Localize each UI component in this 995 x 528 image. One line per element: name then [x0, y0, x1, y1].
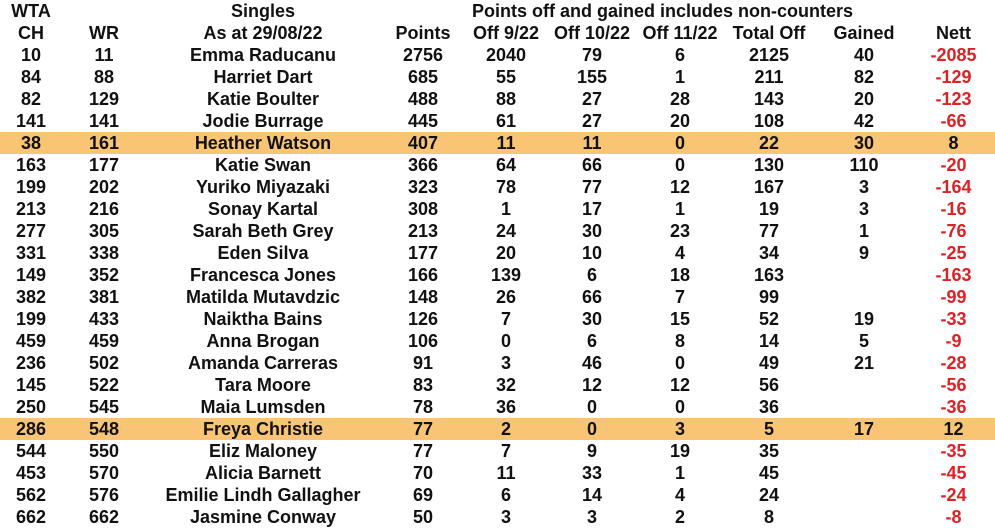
cell-off-9-22: 2 [466, 418, 546, 440]
cell-total-off: 52 [758, 309, 780, 329]
cell-points: 77 [412, 441, 434, 461]
table-row [0, 484, 995, 506]
cell-nett: -76 [940, 221, 967, 241]
cell-gained [816, 506, 912, 528]
cell-off-10-22: 11 [546, 132, 638, 154]
cell-total-off: 45 [758, 463, 780, 483]
cell-ch: 199 [15, 309, 47, 329]
cell-ch: 453 [15, 463, 47, 483]
cell-wr: 129 [88, 89, 120, 109]
cell-wr: 338 [88, 243, 120, 263]
table-row [0, 308, 995, 330]
table-row [0, 396, 995, 418]
cell-off-10-22: 9 [586, 441, 597, 461]
cell-total-off: 5 [722, 418, 816, 440]
cell-player: Emilie Lindh Gallagher [165, 485, 361, 505]
cell-points: 445 [407, 111, 439, 131]
cell-off-9-22: 78 [495, 177, 517, 197]
cell-off-9-22: 61 [495, 111, 517, 131]
cell-player: Eliz Maloney [208, 441, 318, 461]
cell-nett: -9 [945, 331, 962, 351]
cell-gained: 3 [858, 199, 869, 219]
cell-off-11-22: 0 [638, 132, 722, 154]
cell-ch: 331 [15, 243, 47, 263]
cell-nett: -33 [940, 309, 967, 329]
cell-gained: 17 [816, 418, 912, 440]
cell-off-9-22: 3 [500, 353, 511, 373]
cell-nett: -99 [940, 287, 967, 307]
cell-wr: 161 [62, 132, 146, 154]
cell-wr: 576 [88, 485, 120, 505]
title-spacer-2 [380, 0, 466, 22]
cell-total-off: 49 [758, 353, 780, 373]
cell-off-10-22: 6 [586, 265, 597, 285]
cell-nett: -45 [940, 463, 967, 483]
cell-nett: -2085 [930, 45, 977, 65]
cell-gained: 5 [858, 331, 869, 351]
cell-nett: -24 [940, 485, 967, 505]
cell-off-9-22: 2040 [485, 45, 527, 65]
cell-points: 685 [407, 67, 439, 87]
cell-off-10-22: 66 [581, 287, 603, 307]
cell-off-10-22: 27 [581, 89, 603, 109]
cell-off-11-22: 20 [669, 111, 691, 131]
cell-off-9-22: 3 [500, 507, 511, 527]
cell-wr: 88 [93, 67, 115, 87]
cell-off-10-22: 155 [576, 67, 608, 87]
cell-total-off: 22 [722, 132, 816, 154]
cell-ch: 277 [15, 221, 47, 241]
cell-off-11-22: 2 [674, 507, 685, 527]
cell-points: 83 [412, 375, 434, 395]
cell-off-10-22: 27 [581, 111, 603, 131]
cell-player: Naiktha Bains [203, 309, 323, 329]
cell-points: 106 [407, 331, 439, 351]
table-body [0, 44, 995, 528]
cell-off-9-22: 7 [500, 309, 511, 329]
cell-off-11-22: 23 [669, 221, 691, 241]
cell-nett: -163 [935, 265, 972, 285]
cell-player: Francesca Jones [189, 265, 337, 285]
cell-gained: 21 [853, 353, 875, 373]
cell-off-11-22: 4 [674, 243, 685, 263]
column-header-total-off: Total Off [732, 23, 806, 43]
cell-ch: 382 [15, 287, 47, 307]
cell-ch: 149 [15, 265, 47, 285]
cell-off-10-22: 10 [581, 243, 603, 263]
table-row [0, 506, 995, 528]
cell-ch: 145 [15, 375, 47, 395]
cell-gained [816, 396, 912, 418]
cell-gained: 42 [853, 111, 875, 131]
cell-off-11-22: 1 [674, 463, 685, 483]
table-row [0, 462, 995, 484]
cell-gained [816, 484, 912, 506]
cell-player: Freya Christie [146, 418, 380, 440]
cell-nett: -16 [940, 199, 967, 219]
cell-off-10-22: 12 [581, 375, 603, 395]
cell-ch: 662 [15, 507, 47, 527]
cell-off-9-22: 20 [495, 243, 517, 263]
cell-wr: 141 [88, 111, 120, 131]
cell-off-9-22: 24 [495, 221, 517, 241]
cell-player: Eden Silva [217, 243, 309, 263]
cell-nett: -129 [935, 67, 972, 87]
cell-nett: -35 [940, 441, 967, 461]
cell-nett: -28 [940, 353, 967, 373]
cell-wr: 177 [88, 155, 120, 175]
cell-total-off: 77 [758, 221, 780, 241]
cell-ch: 84 [20, 67, 42, 87]
cell-total-off: 14 [758, 331, 780, 351]
column-header-as-at-date: As at 29/08/22 [203, 23, 323, 43]
cell-gained: 1 [858, 221, 869, 241]
cell-player: Maia Lumsden [200, 397, 326, 417]
cell-points: 2756 [402, 45, 444, 65]
cell-gained: 20 [853, 89, 875, 109]
title-row [0, 0, 995, 22]
cell-points: 69 [412, 485, 434, 505]
cell-off-10-22: 14 [581, 485, 603, 505]
cell-off-9-22: 6 [500, 485, 511, 505]
cell-points: 50 [412, 507, 434, 527]
cell-gained [816, 462, 912, 484]
cell-off-11-22: 4 [674, 485, 685, 505]
cell-off-9-22: 11 [466, 132, 546, 154]
cell-total-off: 36 [758, 397, 780, 417]
cell-total-off: 8 [763, 507, 774, 527]
cell-off-10-22: 46 [581, 353, 603, 373]
table-row [0, 88, 995, 110]
cell-player: Harriet Dart [213, 67, 313, 87]
cell-off-11-22: 12 [669, 375, 691, 395]
column-header-wr: WR [89, 23, 119, 43]
cell-ch: 250 [15, 397, 47, 417]
cell-off-10-22: 3 [586, 507, 597, 527]
cell-wr: 522 [88, 375, 120, 395]
cell-ch: 544 [15, 441, 47, 461]
column-header-ch: CH [18, 23, 44, 43]
cell-off-10-22: 33 [581, 463, 603, 483]
table-row [0, 330, 995, 352]
cell-total-off: 35 [758, 441, 780, 461]
cell-nett: -66 [940, 111, 967, 131]
cell-points: 488 [407, 89, 439, 109]
cell-off-10-22: 17 [581, 199, 603, 219]
cell-wr: 545 [88, 397, 120, 417]
cell-ch: 236 [15, 353, 47, 373]
cell-ch: 10 [20, 45, 42, 65]
cell-total-off: 143 [753, 89, 785, 109]
cell-gained [816, 440, 912, 462]
cell-player: Emma Raducanu [189, 45, 337, 65]
column-header-nett: Nett [936, 23, 971, 43]
cell-ch: 199 [15, 177, 47, 197]
cell-off-10-22: 30 [581, 221, 603, 241]
cell-total-off: 130 [753, 155, 785, 175]
cell-ch: 459 [15, 331, 47, 351]
cell-off-10-22: 66 [581, 155, 603, 175]
cell-gained: 30 [816, 132, 912, 154]
cell-points: 91 [412, 353, 434, 373]
title-wta: WTA [11, 1, 51, 21]
cell-gained: 3 [858, 177, 869, 197]
cell-player: Jodie Burrage [202, 111, 324, 131]
cell-ch: 82 [20, 89, 42, 109]
cell-off-10-22: 0 [586, 397, 597, 417]
cell-off-10-22: 77 [581, 177, 603, 197]
cell-off-11-22: 18 [669, 265, 691, 285]
table-row [0, 132, 995, 154]
cell-off-9-22: 1 [500, 199, 511, 219]
cell-off-11-22: 1 [674, 67, 685, 87]
column-header-row [0, 22, 995, 44]
cell-player: Jasmine Conway [189, 507, 337, 527]
cell-points: 323 [407, 177, 439, 197]
table-row [0, 286, 995, 308]
table-banner: Points off and gained includes non-counters [472, 1, 854, 21]
cell-ch: 38 [0, 132, 62, 154]
cell-player: Katie Swan [214, 155, 312, 175]
cell-off-9-22: 36 [495, 397, 517, 417]
cell-nett: -56 [940, 375, 967, 395]
cell-points: 70 [412, 463, 434, 483]
cell-wr: 548 [62, 418, 146, 440]
cell-nett: -8 [945, 507, 962, 527]
cell-gained: 110 [849, 155, 879, 175]
cell-wr: 202 [88, 177, 120, 197]
cell-points: 77 [380, 418, 466, 440]
cell-ch: 163 [15, 155, 47, 175]
cell-points: 177 [407, 243, 439, 263]
cell-player: Matilda Mutavdzic [185, 287, 341, 307]
cell-total-off: 2125 [748, 45, 790, 65]
cell-points: 78 [412, 397, 434, 417]
cell-nett: 8 [912, 132, 995, 154]
cell-off-9-22: 0 [500, 331, 511, 351]
cell-points: 366 [407, 155, 439, 175]
column-header-points: Points [395, 23, 451, 43]
cell-total-off: 108 [753, 111, 785, 131]
cell-points: 166 [407, 265, 439, 285]
cell-player: Alicia Barnett [204, 463, 322, 483]
cell-total-off: 24 [758, 485, 780, 505]
cell-off-11-22: 0 [674, 353, 685, 373]
column-header-off-9-22: Off 9/22 [472, 23, 540, 43]
cell-off-9-22: 139 [490, 265, 522, 285]
cell-player: Heather Watson [146, 132, 380, 154]
table-row [0, 220, 995, 242]
cell-player: Yuriko Miyazaki [195, 177, 331, 197]
cell-off-10-22: 30 [581, 309, 603, 329]
cell-wr: 502 [88, 353, 120, 373]
cell-off-10-22: 0 [546, 418, 638, 440]
cell-wr: 381 [88, 287, 120, 307]
cell-player: Anna Brogan [206, 331, 320, 351]
column-header-off-10-22: Off 10/22 [553, 23, 631, 43]
cell-off-11-22: 7 [674, 287, 685, 307]
cell-gained: 9 [858, 243, 869, 263]
cell-gained [816, 286, 912, 308]
cell-off-9-22: 32 [495, 375, 517, 395]
cell-off-11-22: 19 [669, 441, 691, 461]
cell-wr: 662 [88, 507, 120, 527]
cell-gained [816, 264, 912, 286]
column-header-off-11-22: Off 11/22 [642, 23, 718, 43]
cell-points: 126 [407, 309, 439, 329]
cell-player: Tara Moore [215, 375, 311, 395]
column-header-gained: Gained [833, 23, 895, 43]
cell-nett: -20 [940, 155, 967, 175]
cell-off-9-22: 7 [500, 441, 511, 461]
cell-total-off: 99 [758, 287, 780, 307]
cell-total-off: 163 [753, 265, 785, 285]
title-spacer-1 [62, 0, 146, 22]
cell-gained [816, 374, 912, 396]
cell-ch: 213 [15, 199, 47, 219]
table-row [0, 176, 995, 198]
table-row [0, 418, 995, 440]
table-row [0, 440, 995, 462]
cell-off-10-22: 79 [581, 45, 603, 65]
cell-off-11-22: 0 [674, 155, 685, 175]
cell-points: 148 [407, 287, 439, 307]
cell-off-11-22: 1 [674, 199, 685, 219]
cell-off-9-22: 11 [496, 463, 516, 483]
cell-player: Sonay Kartal [207, 199, 319, 219]
title-singles: Singles [230, 1, 296, 21]
cell-wr: 433 [88, 309, 120, 329]
cell-wr: 216 [88, 199, 120, 219]
cell-off-11-22: 12 [669, 177, 691, 197]
cell-nett: -36 [940, 397, 967, 417]
table-row [0, 44, 995, 66]
cell-nett: -164 [935, 177, 972, 197]
cell-nett: 12 [912, 418, 995, 440]
cell-ch: 286 [0, 418, 62, 440]
cell-off-11-22: 28 [669, 89, 691, 109]
cell-total-off: 34 [758, 243, 780, 263]
cell-total-off: 56 [758, 375, 780, 395]
cell-off-9-22: 55 [495, 67, 517, 87]
cell-off-9-22: 64 [495, 155, 517, 175]
cell-off-10-22: 6 [586, 331, 597, 351]
table-row [0, 352, 995, 374]
cell-total-off: 167 [753, 177, 785, 197]
cell-off-9-22: 88 [495, 89, 517, 109]
cell-wr: 305 [88, 221, 120, 241]
cell-player: Katie Boulter [206, 89, 320, 109]
table-row [0, 198, 995, 220]
table-row [0, 242, 995, 264]
cell-off-9-22: 26 [495, 287, 517, 307]
cell-nett: -25 [940, 243, 967, 263]
cell-wr: 550 [88, 441, 120, 461]
cell-off-11-22: 3 [638, 418, 722, 440]
cell-total-off: 19 [758, 199, 780, 219]
cell-off-11-22: 0 [674, 397, 685, 417]
cell-gained: 82 [853, 67, 875, 87]
cell-points: 407 [380, 132, 466, 154]
cell-ch: 562 [15, 485, 47, 505]
table-row [0, 264, 995, 286]
cell-off-11-22: 15 [669, 309, 691, 329]
cell-gained: 40 [853, 45, 875, 65]
table-row [0, 154, 995, 176]
cell-gained: 19 [853, 309, 875, 329]
cell-nett: -123 [935, 89, 972, 109]
cell-wr: 459 [88, 331, 120, 351]
cell-off-11-22: 8 [674, 331, 685, 351]
table-row [0, 374, 995, 396]
cell-ch: 141 [15, 111, 47, 131]
table-header [0, 0, 995, 44]
table-row [0, 66, 995, 88]
cell-total-off: 211 [754, 67, 784, 87]
cell-player: Sarah Beth Grey [192, 221, 334, 241]
cell-off-11-22: 6 [674, 45, 685, 65]
cell-wr: 11 [94, 45, 114, 65]
cell-player: Amanda Carreras [187, 353, 339, 373]
cell-points: 308 [407, 199, 439, 219]
cell-points: 213 [407, 221, 439, 241]
cell-wr: 352 [88, 265, 120, 285]
cell-wr: 570 [88, 463, 120, 483]
table-row [0, 110, 995, 132]
